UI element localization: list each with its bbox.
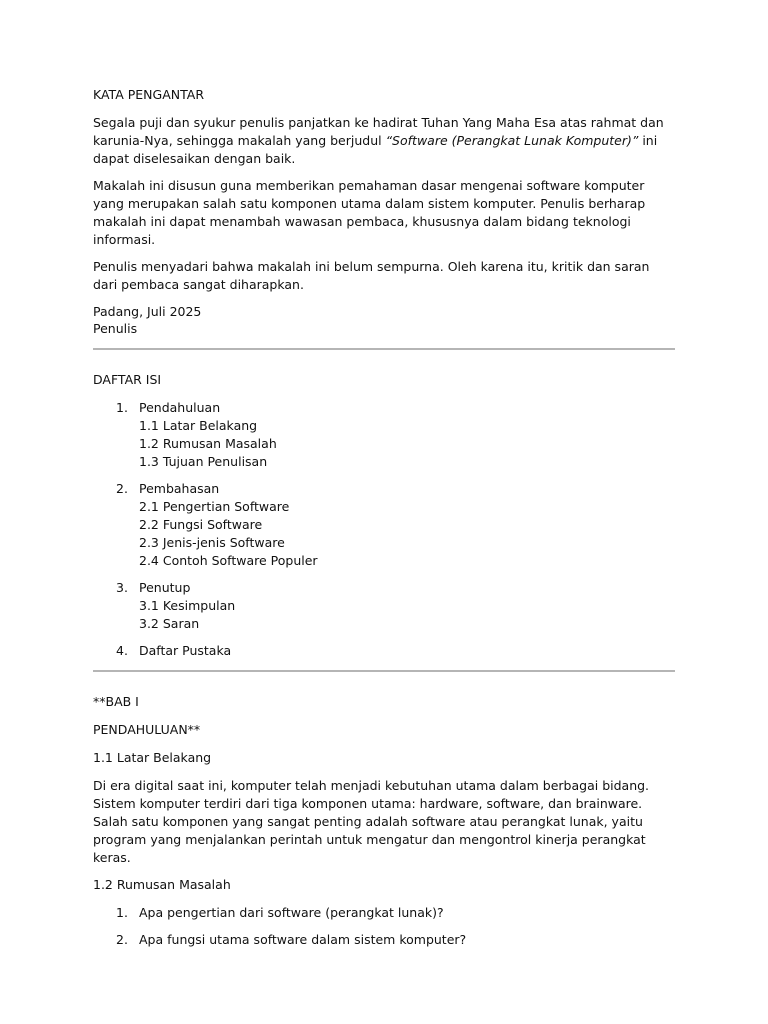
toc-item-label: Pendahuluan (139, 400, 221, 415)
toc-item-penutup (93, 579, 675, 633)
preface-title: KATA PENGANTAR (93, 87, 205, 102)
toc-subitem: 2.4 Contoh Software Populer (139, 553, 318, 568)
research-question (93, 904, 675, 922)
research-question-text: Apa fungsi utama software dalam sistem komputer? (139, 932, 467, 947)
toc-item-pendahuluan (93, 399, 675, 471)
toc-item-number: 4. (116, 643, 128, 658)
preface-p1-text-a: Segala puji dan syukur penulis panjatkan ke hadirat Tuhan Yang Maha Esa atas rahmat dan karunia-Nya, sehingga makalah yang berjudul (93, 115, 664, 148)
preface-paragraph-1 (93, 114, 675, 168)
toc-subitem: 2.2 Fungsi Software (139, 517, 263, 532)
toc-subitem: 2.3 Jenis-jenis Software (139, 535, 285, 550)
research-question-number: 1. (116, 905, 128, 920)
preface-paragraph-3: Penulis menyadari bahwa makalah ini belum sempurna. Oleh karena itu, kritik dan saran dari pembaca sangat diharapkan. (93, 259, 650, 292)
toc-title: DAFTAR ISI (93, 372, 162, 387)
research-question-text: Apa pengertian dari software (perangkat lunak)? (139, 905, 444, 920)
preface-paragraph-2: Makalah ini disusun guna memberikan pemahaman dasar mengenai software komputer yang merupakan salah satu komponen utama dalam sistem komputer. Penulis berharap makalah ini dapat menambah wawasan pembaca, khususnya dalam bidang teknologi informasi. (93, 178, 646, 247)
toc-subitem: 1.2 Rumusan Masalah (139, 436, 277, 451)
preface-p1-text-b: ini dapat diselesaikan dengan baik. (93, 133, 658, 166)
toc-item-pembahasan (93, 480, 675, 570)
section-divider-2 (93, 670, 675, 672)
preface-place-date: Padang, Juli 2025 (93, 304, 202, 319)
chapter-title-line-1: **BAB I (93, 694, 139, 709)
toc-list (93, 399, 675, 660)
toc-item-number: 2. (116, 481, 128, 496)
research-questions-list (93, 904, 675, 949)
section-divider-1 (93, 348, 675, 350)
section-1-2-title: 1.2 Rumusan Masalah (93, 877, 231, 892)
chapter-title-line-2: PENDAHULUAN** (93, 722, 201, 737)
toc-item-label: Pembahasan (139, 481, 220, 496)
toc-subitem: 3.1 Kesimpulan (139, 598, 236, 613)
toc-item-label: Daftar Pustaka (139, 643, 232, 658)
toc-subitem: 2.1 Pengertian Software (139, 499, 290, 514)
research-question-number: 2. (116, 932, 128, 947)
toc-subitem: 3.2 Saran (139, 616, 200, 631)
preface-p1-book-title: “Software (Perangkat Lunak Komputer)” (385, 133, 639, 148)
toc-subitem: 1.3 Tujuan Penulisan (139, 454, 268, 469)
research-question (93, 931, 675, 949)
section-1-1-title: 1.1 Latar Belakang (93, 750, 212, 765)
toc-item-daftar-pustaka (93, 642, 675, 660)
section-1-1-text: Di era digital saat ini, komputer telah menjadi kebutuhan utama dalam berbagai bidang. Sistem komputer terdiri dari tiga komponen utama: hardware, software, dan brainware. Salah satu komponen yang sangat penting adalah software atau perangkat lunak, yaitu program yang menjalankan perintah untuk mengatur dan mengontrol kinerja perangkat keras. (93, 778, 650, 865)
toc-subitem: 1.1 Latar Belakang (139, 418, 258, 433)
preface-author: Penulis (93, 321, 138, 336)
document-page (93, 86, 675, 958)
toc-item-label: Penutup (139, 580, 191, 595)
toc-item-number: 1. (116, 400, 128, 415)
toc-item-number: 3. (116, 580, 128, 595)
